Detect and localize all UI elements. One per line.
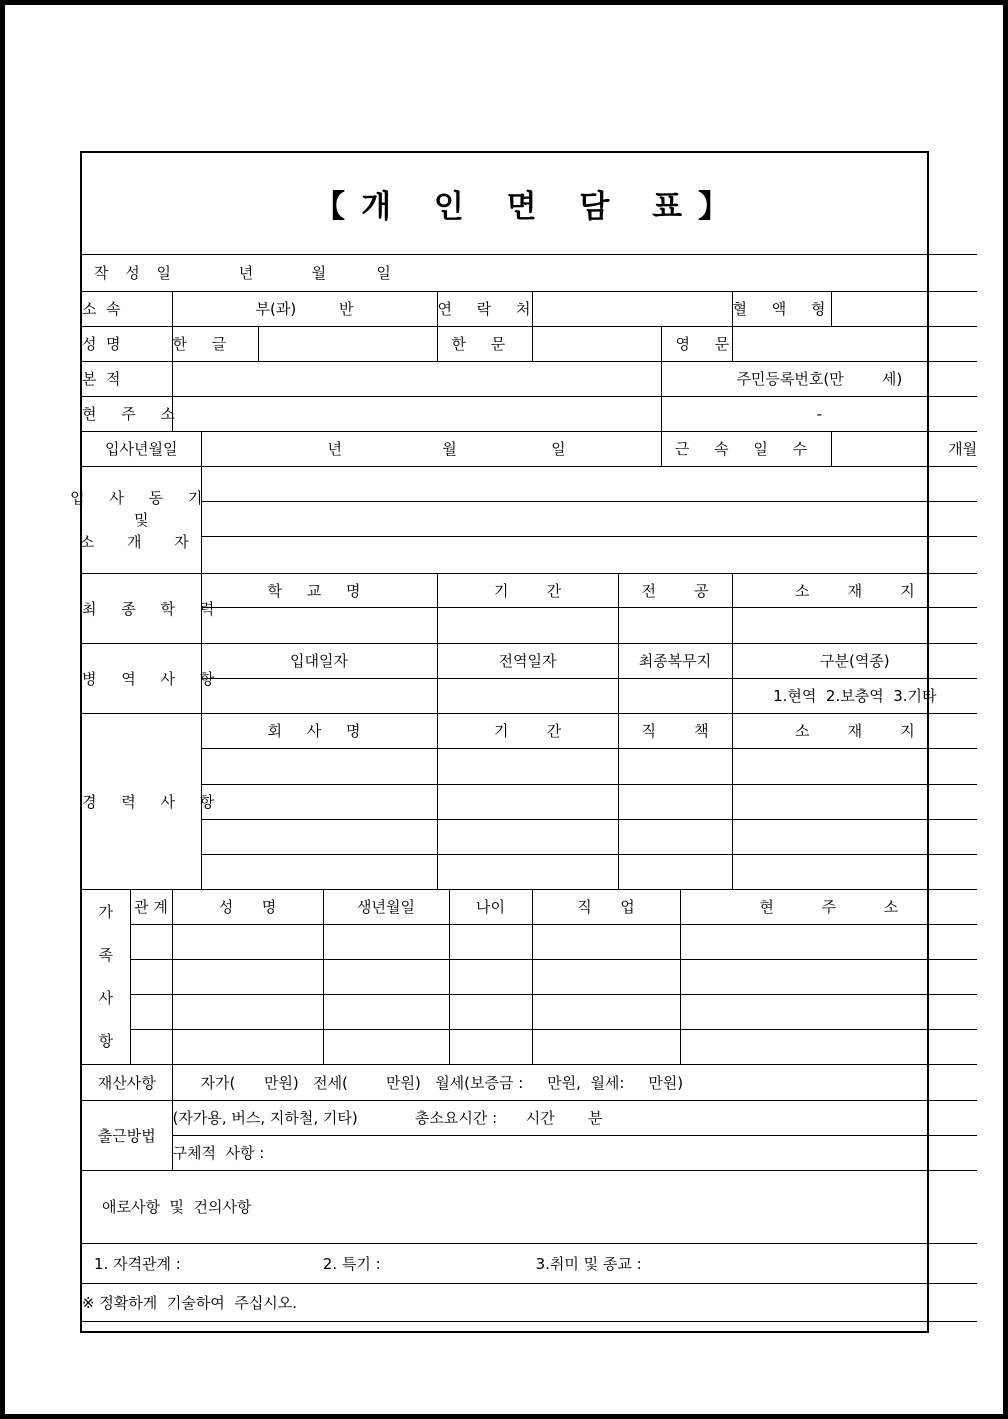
footer-note: ※ 정확하게 기술하여 주십시오. [82, 1283, 977, 1321]
family-char-2: 족 [98, 945, 113, 964]
property-label: 재산사항 [82, 1064, 172, 1100]
edu-major-value[interactable] [618, 607, 732, 643]
property-text[interactable]: 자가( 만원) 전세( 만원) 월세(보증금 : 만원, 월세: 만원) [172, 1064, 977, 1100]
blood-type-label: 혈 액 형 [732, 291, 831, 326]
address-value[interactable] [172, 396, 661, 431]
motive-line-2[interactable] [201, 501, 977, 536]
korean-name-label: 한 글 [172, 326, 258, 361]
edu-col-period: 기 간 [437, 573, 618, 607]
service-months-label: 개월 [831, 431, 977, 466]
row-extras [82, 1243, 977, 1283]
family-char-1: 가 [98, 902, 113, 921]
mil-col-discharge: 전역일자 [437, 643, 618, 678]
row-name [82, 326, 977, 361]
blood-type-value[interactable] [831, 291, 977, 326]
year-label: 년 [238, 264, 254, 282]
mil-category-options[interactable]: 1.현역 2.보충역 3.기타 [732, 678, 977, 713]
contact-value[interactable] [532, 291, 732, 326]
hire-day-label: 일 [551, 440, 566, 458]
row-family-header [82, 889, 977, 924]
mil-post-value[interactable] [618, 678, 732, 713]
row-commute-2 [82, 1135, 977, 1170]
commute-line-1[interactable]: (자가용, 버스, 지하철, 기타) 총소요시간 : 시간 분 [172, 1100, 977, 1135]
fam-col-address: 현 주 소 [680, 889, 977, 924]
qualifications-label: 1. 자격관계 : [94, 1254, 181, 1273]
origin-value[interactable] [172, 361, 661, 396]
career-col-position: 직 책 [618, 713, 732, 748]
edu-period-value[interactable] [437, 607, 618, 643]
education-label: 최 종 학 력 [82, 573, 201, 643]
korean-name-value[interactable] [258, 326, 437, 361]
row-motive-3 [82, 536, 977, 573]
row-education-header [82, 573, 977, 607]
fam-col-job: 직 업 [532, 889, 680, 924]
row-property [82, 1064, 977, 1100]
affiliation-label: 소 속 [82, 291, 172, 326]
written-date-cell [82, 254, 977, 291]
row-affiliation [82, 291, 977, 326]
interview-form [70, 151, 978, 1333]
extras-cell[interactable] [82, 1243, 977, 1283]
edu-location-value[interactable] [732, 607, 977, 643]
row-military-header [82, 643, 977, 678]
title-cell [82, 153, 977, 254]
row-commute-1 [82, 1100, 977, 1135]
table-row [82, 924, 977, 959]
row-motive-1 [82, 466, 977, 501]
mil-discharge-value[interactable] [437, 678, 618, 713]
specialty-label: 2. 특기 : [322, 1254, 381, 1273]
row-address [82, 396, 977, 431]
hanja-name-label: 한 문 [437, 326, 532, 361]
career-col-company: 회 사 명 [201, 713, 437, 748]
motive-line2: 및 [134, 510, 149, 529]
row-written-date [82, 254, 977, 291]
row-hire-date [82, 431, 977, 466]
row-footer-note [82, 1283, 977, 1321]
table-row [82, 1029, 977, 1064]
motive-line-1[interactable] [201, 466, 977, 501]
difficulties-text[interactable]: 애로사항 및 건의사항 [82, 1170, 977, 1243]
mil-col-category: 구분(역종) [732, 643, 977, 678]
hobby-religion-label: 3.취미 및 종교 : [535, 1254, 642, 1273]
motive-line1: 입 사 동 기 [70, 488, 213, 507]
dept-label: 부(과) [255, 300, 297, 318]
name-label: 성 명 [82, 326, 172, 361]
fam-col-age: 나이 [449, 889, 532, 924]
table-row [82, 959, 977, 994]
motive-label [70, 466, 213, 573]
form-table [70, 153, 978, 1322]
row-motive-2 [82, 501, 977, 536]
resident-number-dash: - [661, 396, 977, 431]
commute-label: 출근방법 [82, 1100, 172, 1170]
fam-col-relation: 관 계 [130, 889, 172, 924]
table-row [82, 748, 977, 784]
row-origin [82, 361, 977, 396]
career-col-location: 소 재 지 [732, 713, 977, 748]
table-row [82, 994, 977, 1029]
group-label: 반 [338, 300, 354, 318]
fam-col-name: 성 명 [172, 889, 323, 924]
family-char-3: 사 [98, 988, 113, 1007]
mil-enlist-value[interactable] [201, 678, 437, 713]
motive-line3: 소 개 자 [79, 532, 203, 551]
mil-col-enlist: 입대일자 [201, 643, 437, 678]
hire-year-label: 년 [327, 440, 342, 458]
month-label: 월 [311, 264, 327, 282]
motive-line-3[interactable] [201, 536, 977, 573]
form-title: 【개 인 면 담 표】 [314, 188, 746, 225]
career-label: 경 력 사 항 [82, 713, 201, 889]
row-career-header [82, 713, 977, 748]
origin-label: 본 적 [82, 361, 172, 396]
career-col-period: 기 간 [437, 713, 618, 748]
row-difficulties [82, 1170, 977, 1243]
english-name-label: 영 문 [661, 326, 732, 361]
english-name-value[interactable] [732, 326, 977, 361]
fam-col-birth: 생년월일 [323, 889, 449, 924]
affiliation-value[interactable] [172, 291, 437, 326]
day-label: 일 [376, 264, 391, 282]
hire-date-label: 입사년월일 [82, 431, 201, 466]
table-row [82, 819, 977, 854]
hire-month-label: 월 [442, 440, 457, 458]
hanja-name-value[interactable] [532, 326, 661, 361]
military-label: 병 역 사 항 [82, 643, 201, 713]
written-date-label: 작 성 일 [94, 264, 178, 282]
table-row [82, 854, 977, 889]
contact-label: 연 락 처 [437, 291, 532, 326]
family-char-4: 항 [98, 1031, 113, 1050]
service-days-label: 근 속 일 수 [661, 431, 831, 466]
resident-number-label: 주민등록번호(만 세) [661, 361, 977, 396]
family-label [82, 889, 130, 1064]
edu-col-location: 소 재 지 [732, 573, 977, 607]
edu-school-value[interactable] [201, 607, 437, 643]
address-label: 현 주 소 [82, 396, 172, 431]
edu-col-major: 전 공 [618, 573, 732, 607]
edu-col-school: 학 교 명 [201, 573, 437, 607]
mil-col-post: 최종복무지 [618, 643, 732, 678]
commute-line-2[interactable]: 구체적 사항 : [172, 1135, 977, 1170]
hire-date-value[interactable] [201, 431, 661, 466]
